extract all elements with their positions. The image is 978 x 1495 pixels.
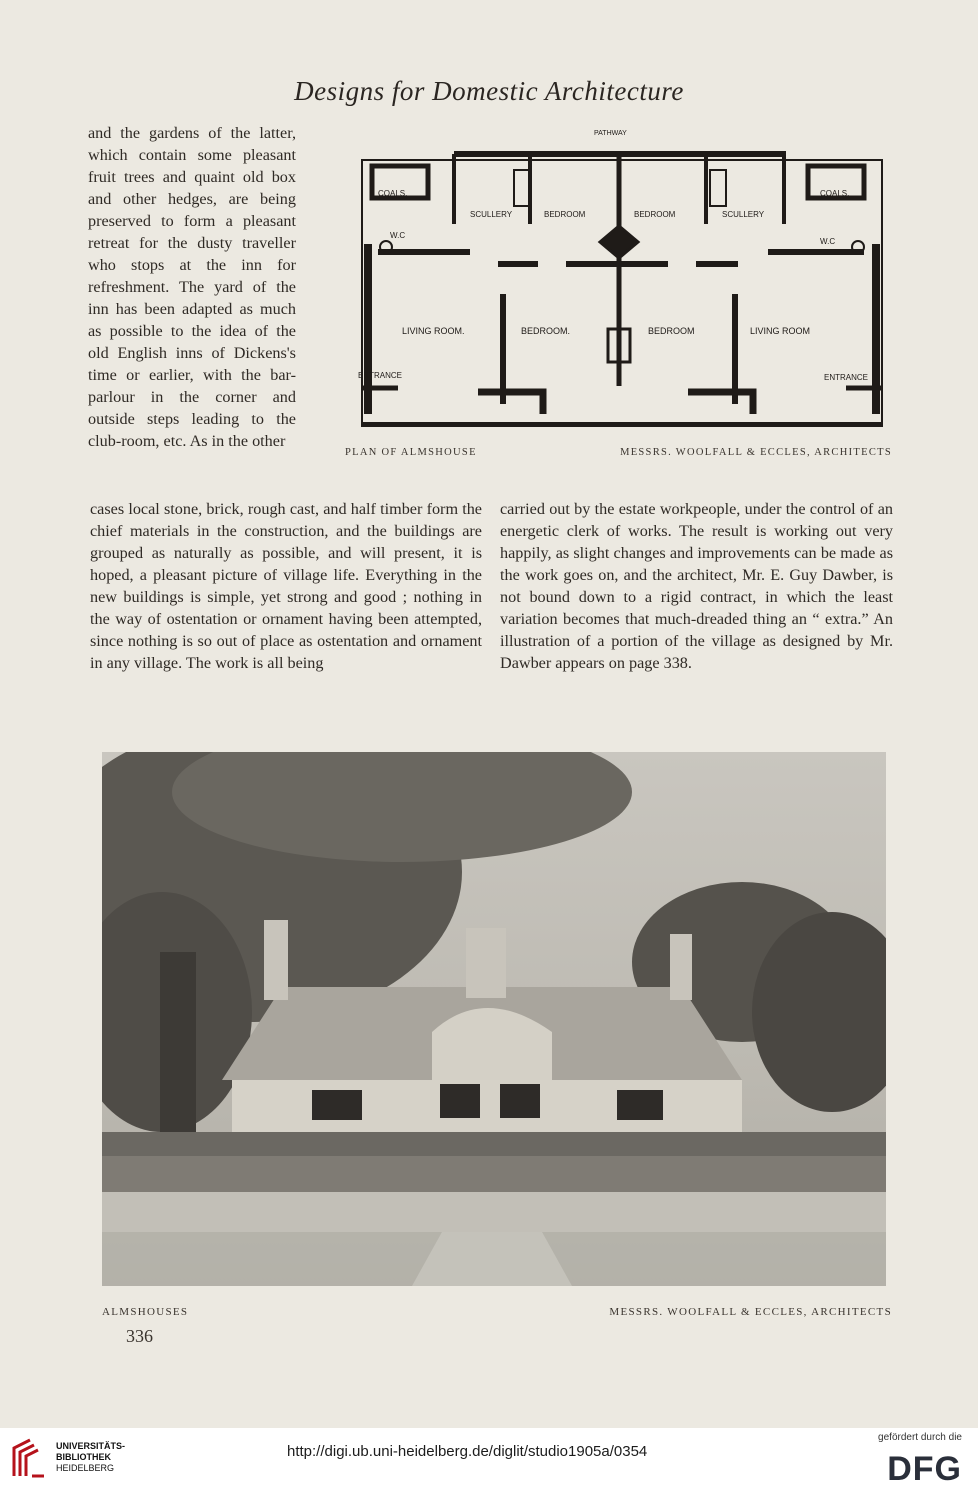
paragraph-right: carried out by the estate workpeople, under the control of an energetic clerk of works. The result is working out very happily, as slight changes and improvements can be made as the work goes on, and the architect, Mr. E. Guy Dawber, is not bound down to a rigid contract, in which the least variation becomes that much-dreaded thing an “ extra.” An illustration of a portion of the village as designed by Mr. Dawber appears on page 338.	[500, 500, 893, 672]
uni-line-3: HEIDELBERG	[56, 1463, 115, 1473]
almshouses-photo-drawing	[102, 752, 886, 1286]
floor-plan-drawing	[338, 124, 896, 444]
plan-label-bedroom-bottom-right: BEDROOM	[648, 326, 695, 336]
plan-caption-left: PLAN OF ALMSHOUSE	[345, 447, 477, 458]
page-number: 336	[126, 1326, 153, 1346]
plan-label-wc-left: W.C	[390, 231, 406, 240]
plan-label-pathway: PATHWAY	[594, 130, 627, 137]
dfg-logo: DFG	[887, 1450, 962, 1488]
floor-plan	[338, 124, 896, 462]
plan-label-scullery-left: SCULLERY	[470, 210, 513, 219]
plan-label-living-right: LIVING ROOM	[750, 326, 811, 336]
body-text-left-column	[90, 498, 482, 674]
running-head: Designs for Domestic Architecture	[294, 76, 684, 106]
plan-label-bedroom-bottom-left: BEDROOM.	[521, 326, 571, 336]
plan-label-living-left: LIVING ROOM.	[402, 326, 465, 336]
plan-caption-right: MESSRS. WOOLFALL & ECCLES, ARCHITECTS	[620, 447, 892, 458]
funding-note: gefördert durch die	[878, 1432, 962, 1443]
plan-label-wc-right: W.C	[820, 237, 836, 246]
digitization-footer	[0, 1428, 978, 1495]
plan-label-coals-left: COALS.	[378, 189, 408, 198]
plan-label-entrance-left: ENTRANCE	[358, 371, 403, 380]
almshouses-photograph	[102, 752, 886, 1286]
plan-label-entrance-right: ENTRANCE	[824, 373, 869, 382]
plan-label-coals-right: COALS.	[820, 189, 850, 198]
university-library-name	[56, 1441, 125, 1474]
plan-label-bedroom-top-right: BEDROOM	[634, 210, 676, 219]
plan-label-scullery-right: SCULLERY	[722, 210, 765, 219]
university-library-logo-icon	[10, 1436, 50, 1480]
uni-line-1: UNIVERSITÄTS-	[56, 1441, 126, 1451]
body-text-right-column	[500, 498, 893, 674]
uni-line-2: BIBLIOTHEK	[56, 1452, 111, 1462]
body-text-wrap	[88, 122, 296, 452]
photo-caption-right: MESSRS. WOOLFALL & ECCLES, ARCHITECTS	[609, 1306, 892, 1318]
paragraph-wrap-left: and the gardens of the latter, which contain some pleasant fruit trees and quaint old box and other hedges, are being preserved to form a pleasant retreat for the dusty traveller who stops at the inn for refreshment. The yard of the inn has been adapted as much as possible to the idea of the old English inns of Dickens's time or earlier, with the bar-parlour in the corner and outside steps leading to the club-room, etc. As in the other	[88, 124, 296, 450]
paragraph-left: cases local stone, brick, rough cast, and half timber form the chief materials in the construction, and the buildings are grouped as naturally as possible, and will present, it is hoped, a pleasant picture of village life. Everything in the new buildings is simple, yet strong and good ; nothing in the way of ostentation or ornament having been attempted, since nothing is so out of place as ostentation and ornament in any village. The work is all being	[90, 500, 482, 672]
photo-caption-left: ALMSHOUSES	[102, 1306, 189, 1318]
source-url-link[interactable]: http://digi.ub.uni-heidelberg.de/diglit/studio1905a/0354	[287, 1443, 648, 1460]
plan-label-bedroom-top-left: BEDROOM	[544, 210, 586, 219]
